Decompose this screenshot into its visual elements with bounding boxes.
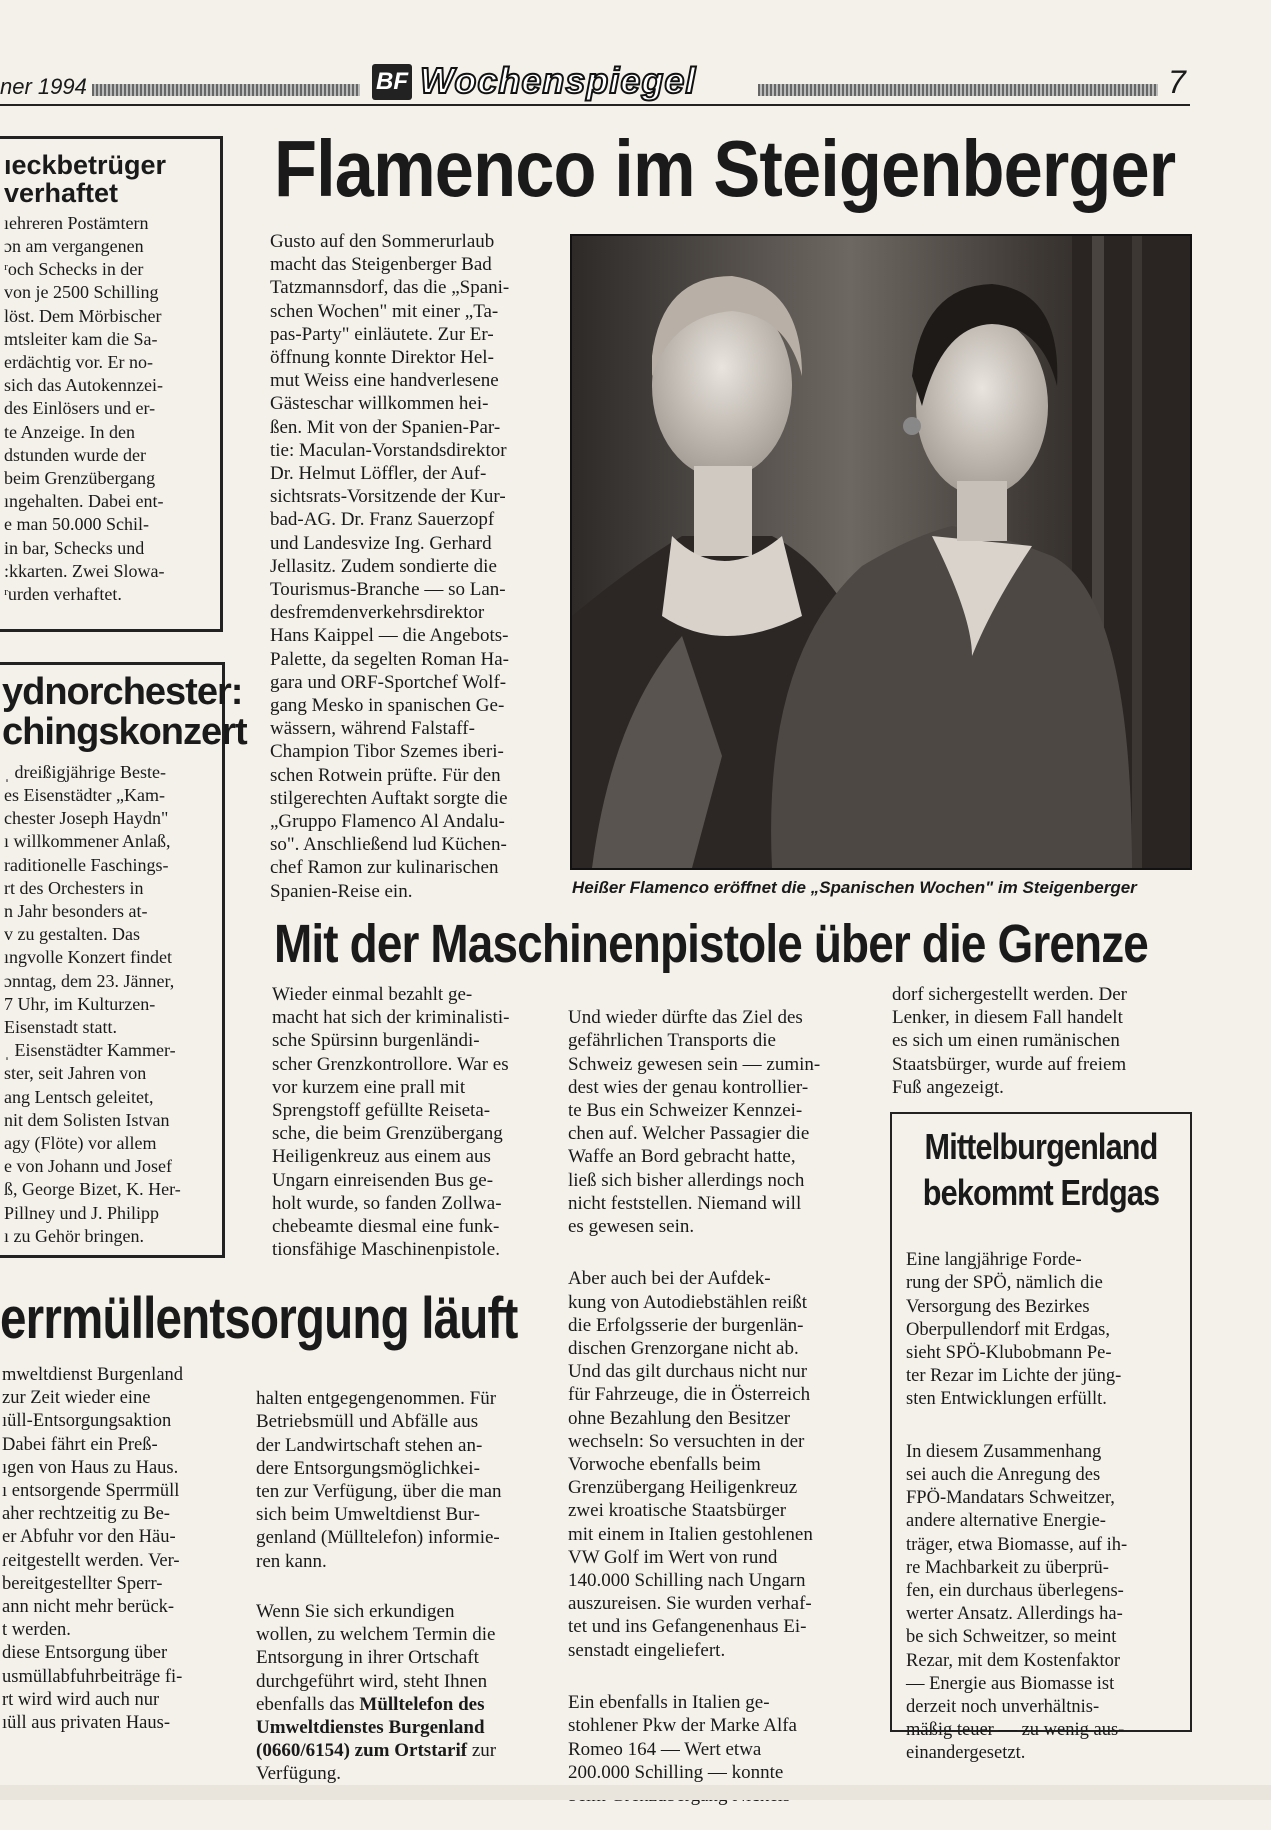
sperr-col1: mweltdienst Burgenland zur Zeit wieder eine ıüll-Entsorgungsaktion Dabei fährt ein Preß- ıgen von Haus zu Haus. ı entsorgende Sperrmüll aher rechtzeitig zu Be- er Abfuhr vor den Häu- ɾeitgestellt werden. Ver- bereitgestellter Sperr- ann nicht mehr berück- t werden. diese Entsorgung über usmüllabfuhrbeiträge fi- rt wird wird auch nur ıüll aus privaten Haus- bbox=[2, 1365, 184, 1734]
bf-logo: BF bbox=[372, 64, 412, 100]
mp-col2-para3: Ein ebenfalls in Italien ge- stohlener Pkw der Marke Alfa Romeo 164 — Wert etwa 200.000 Schilling — konnte bbox=[568, 1692, 797, 1783]
mp-col2-para2: Aber auch bei der Aufdek- kung von Autodiebstählen reißt die Erfolgsserie der burgenlän- dischen Grenzorgane nicht ab. Und das gilt durchaus nicht nur für Fahrzeuge, die in Österreich ohne Bezahlung den Besitzer wechseln: So versuchten in der Vorwoche ebenfalls beim Grenzübergang Heiligenkreuz zwei kroatische Staatsbürger mit einem in Italien gestohlenen VW Golf im Wert von rund 140.000 Schilling nach Ungarn auszureisen. Sie wurden verhaf- tet und ins Gefangenenhaus Ei- senstadt eingeliefert. bbox=[568, 1268, 813, 1661]
erdgas-para2: In diesem Zusammenhang sei auch die Anregung des FPÖ-Mandatars Schweitzer, andere alternative Energie- träger, etwa Biomasse, auf ih- re Machbarkeit zu überprü- fen, ein durchaus überlegens- werter Ansatz. Allerdings ha- be sich Schweitzer, so meint Rezar, mit dem Kostenfaktor — Energie aus Biomasse ist derzeit noch unverhältnis- mäßig teuer — zu wenig aus- einandergesetzt. bbox=[906, 1441, 1128, 1764]
page-bottom-edge bbox=[0, 1785, 1271, 1800]
flamenco-headline: Flamenco im Steigenberger bbox=[274, 124, 1176, 213]
article-box-haydnorchester bbox=[0, 662, 247, 1258]
sperr-col2-para2-end: zur Verfügung. bbox=[256, 1740, 497, 1785]
header-bar-left bbox=[92, 84, 360, 96]
sperr-col2-para2 bbox=[256, 1600, 552, 1786]
box1-body: ıehreren Postämtern ɔn am vergangenen ʳoch Schecks in der von je 2500 Schilling löst. Dem Mörbischer mtsleiter kam die Sa- erdächtig vor. Er no- sich das Autokennzei- des Einlösers und er- te Anzeige. In den dstunden wurde der beim Grenzübergang ıngehalten. Dabei ent- e man 50.000 Schil- in bar, Schecks und :kkarten. Zwei Slowa- ʳurden verhaftet. bbox=[4, 212, 165, 604]
mp-col1: Wieder einmal bezahlt ge- macht hat sich der kriminalisti- sche Spürsinn burgenländi- scher Grenzkontrollore. War es vor kurzem eine prall mit Sprengstoff gefüllte Reiseta- sche, die beim Grenzübergang Heiligenkreuz aus einem aus Ungarn einreisenden Bus ge- holt wurde, so fanden Zollwa- chebeamte diesmal eine funk- tionsfähige Maschinenpistole. bbox=[272, 984, 510, 1261]
article-box-erdgas bbox=[890, 1112, 1192, 1764]
mp-col2-para1: Und wieder dürfte das Ziel des gefährlichen Transports die Schweiz gewesen sein — zumin- dest wies der genau kontrollier- te Bus ein Schweizer Kennzei- chen auf. Welcher Passagier die Waffe an Bord gebracht hatte, ließ sich bisher allerdings noch nicht feststellen. Niemand will es gewesen sein. bbox=[568, 1007, 821, 1238]
article-box-scheckbetrueger bbox=[0, 136, 223, 632]
sperr-col2 bbox=[256, 1364, 552, 1809]
header-bar-right bbox=[758, 84, 1158, 96]
box2-body: ˌ dreißigjährige Beste- es Eisenstädter „Kam- chester Joseph Haydn" ı willkommener Anlaß, raditionelle Faschings- rt des Orchesters in n Jahr besonders at- v zu gestalten. Das ıngvolle Konzert findet ɔnntag, dem 23. Jänner, 7 Uhr, im Kulturzen- Eisenstadt statt. ˌ Eisenstädter Kammer- ster, seit Jahren von ang Lentsch geleitet, nit dem Solisten Istvan agy (Flöte) vor allem e von Johann und Josef ß, George Bizet, K. Her- Pillney und J. Philipp ı zu Gehör bringen. bbox=[4, 761, 181, 1246]
box2-headline: ydnorchester: chingskonzert bbox=[2, 671, 247, 753]
flamenco-dancers-image bbox=[572, 236, 1190, 868]
issue-date: ner 1994 bbox=[0, 74, 87, 99]
sperr-col2-para1: halten entgegengenommen. Für Betriebsmüll und Abfälle aus der Landwirtschaft stehen an- dere Entsorgungsmöglichkei- ten zur Verfügung, über die man sich beim Umweltdienst Bur- genland (Mülltelefon) informie- ren kann. bbox=[256, 1388, 502, 1572]
mp-col2 bbox=[568, 983, 868, 1830]
page-number: 7 bbox=[1168, 64, 1186, 100]
sperr-col2-para2-text: Wenn Sie sich erkundigen wollen, zu welchem Termin die Entsorgung in ihrer Ortschaft durchgeführt wird, steht Ihnen ebenfalls das bbox=[256, 1601, 496, 1715]
section-title: Wochenspiegel bbox=[420, 60, 697, 101]
photo-caption: Heißer Flamenco eröffnet die „Spanischen Wochen" im Steigenberger bbox=[572, 878, 1137, 897]
erdgas-para1: Eine langjährige Forde- rung der SPÖ, nämlich die Versorgung des Bezirkes Oberpullendorf mit Erdgas, sieht SPÖ-Klubobmann Pe- ter Rezar im Lichte der jüng- sten Entwicklungen erfüllt. bbox=[906, 1250, 1122, 1410]
muelltelefon-highlight: Mülltelefon des Umweltdienstes Burgenland (0660/6154) zum Ortstarif bbox=[256, 1693, 485, 1762]
header-rule bbox=[0, 104, 1190, 106]
flamenco-body: Gusto auf den Sommerurlaub macht das Steigenberger Bad Tatzmannsdorf, das die „Spani- schen Wochen" mit einer „Ta- pas-Party" einläutete. Zur Er- öffnung konnte Direktor Hel- mut Weiss eine handverlesene Gästeschar willkommen hei- ßen. Mit von der Spanien-Par- tie: Maculan-Vorstandsdirektor Dr. Helmut Löffler, der Auf- sichtsrats-Vorsitzende der Kur- bad-AG. Dr. Franz Sauerzopf und Landesvize Ing. Gerhard Jellasitz. Zudem sondierte die Tourismus-Branche — so Lan- desfremdenverkehrsdirektor Hans Kaippel — die Angebots- Palette, da segelten Roman Ha- gara und ORF-Sportchef Wolf- gang Mesko in spanischen Ge- wässern, während Falstaff- Champion Tibor Szemes iberi- schen Rotwein prüfte. Für den stilgerechten Auftakt sorgte die „Gruppo Flamenco Al Andalu- so". Anschließend lud Küchen- chef Ramon zur kulinarischen Spanien-Reise ein. bbox=[270, 231, 510, 902]
sperrmuell-headline: errmüllentsorgung läuft bbox=[0, 1286, 518, 1351]
box1-headline: ıeckbetrüger verhaftet bbox=[4, 150, 167, 209]
mp-headline: Mit der Maschinenpistole über die Grenze bbox=[274, 914, 1148, 974]
flamenco-photo bbox=[570, 234, 1192, 870]
mp-col3: dorf sichergestellt werden. Der Lenker, in diesem Fall handelt es sich um einen rumänischen Staatsbürger, wurde auf freiem Fuß angezeigt. bbox=[892, 984, 1127, 1098]
erdgas-headline: Mittelburgenland bekommt Erdgas bbox=[922, 1126, 1160, 1213]
erdgas-body bbox=[892, 1216, 1190, 1789]
